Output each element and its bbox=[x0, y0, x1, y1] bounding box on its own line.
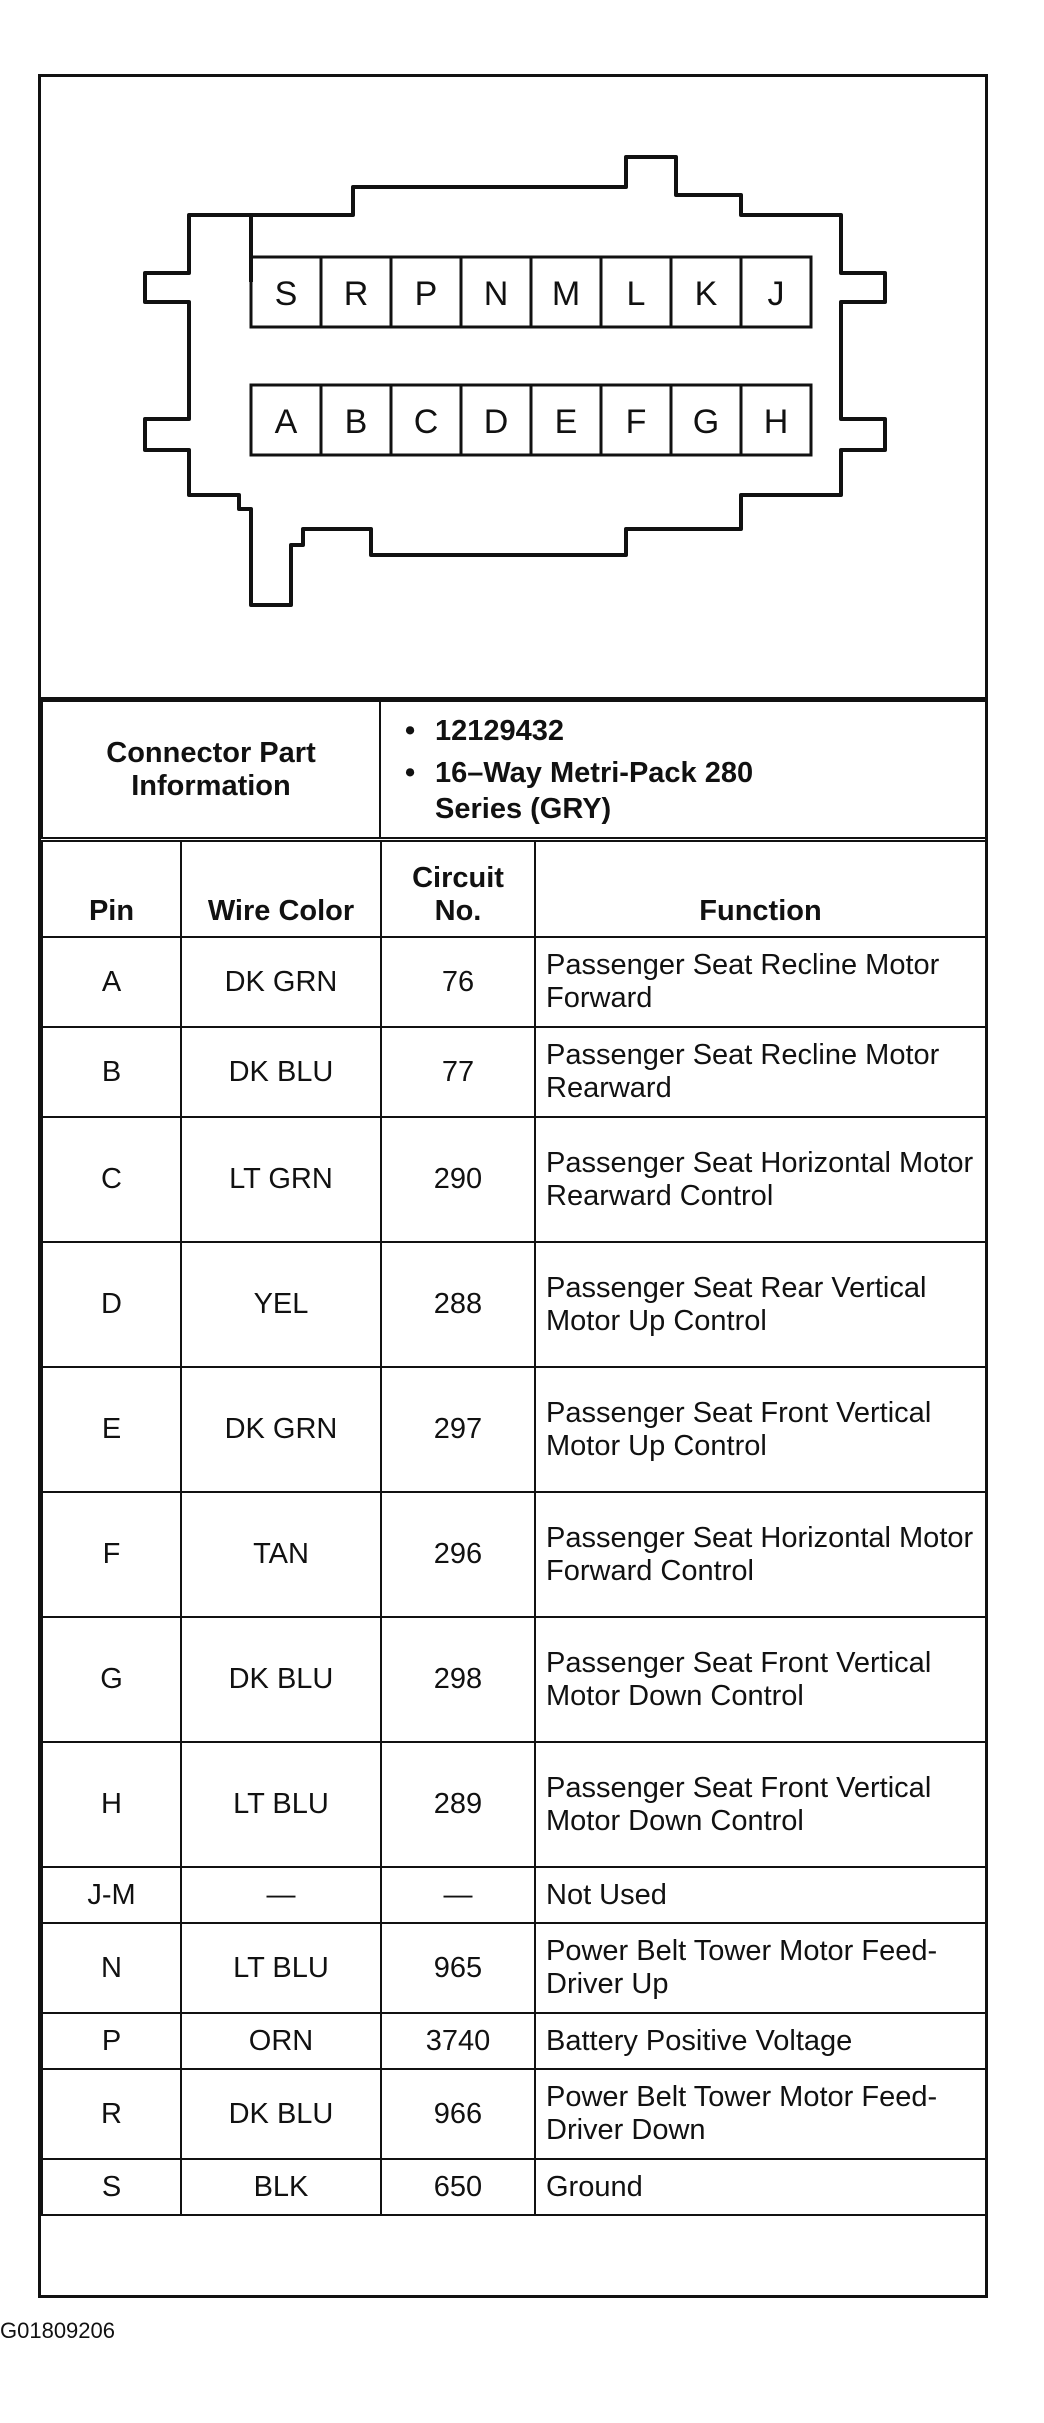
pin-cavity-label: R bbox=[343, 275, 369, 313]
pin-cavity-label: F bbox=[625, 403, 647, 441]
circuit-cell: 288 bbox=[381, 1242, 535, 1367]
function-cell: Passenger Seat Front Vertical Motor Down Control bbox=[535, 1742, 986, 1867]
table-row bbox=[42, 1867, 986, 1923]
header-circuit-no: Circuit No. bbox=[381, 841, 535, 937]
pin-cell: N bbox=[42, 1923, 181, 2013]
pin-cavity-label: L bbox=[626, 275, 646, 313]
circuit-cell: — bbox=[381, 1867, 535, 1923]
pin-cell: E bbox=[42, 1367, 181, 1492]
header-function: Function bbox=[535, 841, 986, 937]
wire-color-cell: YEL bbox=[181, 1242, 381, 1367]
pinout-table bbox=[41, 840, 987, 2216]
pin-cavity-label: J bbox=[767, 275, 785, 313]
pin-cavity-label: P bbox=[414, 275, 438, 313]
bullet-icon: • bbox=[405, 714, 416, 747]
housing-outline bbox=[145, 157, 885, 605]
pin-cell: G bbox=[42, 1617, 181, 1742]
wire-color-cell: DK BLU bbox=[181, 1027, 381, 1117]
pin-cavity-label: M bbox=[551, 275, 581, 313]
function-cell: Power Belt Tower Motor Feed-Driver Up bbox=[535, 1923, 986, 2013]
function-cell: Not Used bbox=[535, 1867, 986, 1923]
circuit-cell: 289 bbox=[381, 1742, 535, 1867]
wire-color-cell: TAN bbox=[181, 1492, 381, 1617]
table-row bbox=[42, 2013, 986, 2069]
circuit-cell: 966 bbox=[381, 2069, 535, 2159]
table-row bbox=[42, 2069, 986, 2159]
wire-color-cell: DK BLU bbox=[181, 1617, 381, 1742]
connector-document bbox=[38, 74, 988, 2298]
table-row bbox=[42, 2159, 986, 2215]
circuit-cell: 3740 bbox=[381, 2013, 535, 2069]
pin-cell: B bbox=[42, 1027, 181, 1117]
wire-color-cell: ORN bbox=[181, 2013, 381, 2069]
table-row bbox=[42, 1617, 986, 1742]
wire-color-cell: LT BLU bbox=[181, 1923, 381, 2013]
function-cell: Passenger Seat Recline Motor Rearward bbox=[535, 1027, 986, 1117]
header-wire-color: Wire Color bbox=[181, 841, 381, 937]
pinout-rows bbox=[42, 937, 986, 2215]
pin-cavity-label: G bbox=[692, 403, 720, 441]
pin-cavity-label: C bbox=[413, 403, 439, 441]
circuit-cell: 296 bbox=[381, 1492, 535, 1617]
pin-cavity-label: E bbox=[554, 403, 578, 441]
wire-color-cell: LT BLU bbox=[181, 1742, 381, 1867]
pin-row-bottom bbox=[251, 385, 811, 455]
table-row bbox=[42, 937, 986, 1027]
header-pin: Pin bbox=[42, 841, 181, 937]
pin-cell: R bbox=[42, 2069, 181, 2159]
pin-cell: A bbox=[42, 937, 181, 1027]
pin-cavity-label: B bbox=[344, 403, 368, 441]
pin-cavity-label: H bbox=[763, 403, 789, 441]
pin-cell: J-M bbox=[42, 1867, 181, 1923]
wire-color-cell: BLK bbox=[181, 2159, 381, 2215]
function-cell: Power Belt Tower Motor Feed-Driver Down bbox=[535, 2069, 986, 2159]
connector-type: • 16–Way Metri-Pack 280 Series (GRY) bbox=[405, 756, 754, 825]
pin-cavity-label: D bbox=[483, 403, 509, 441]
part-info-table bbox=[41, 700, 987, 839]
function-cell: Ground bbox=[535, 2159, 986, 2215]
wire-color-cell: LT GRN bbox=[181, 1117, 381, 1242]
table-row bbox=[42, 1367, 986, 1492]
pin-cavity-label: N bbox=[483, 275, 509, 313]
table-row bbox=[42, 1242, 986, 1367]
pin-cell: S bbox=[42, 2159, 181, 2215]
table-row bbox=[42, 1923, 986, 2013]
wire-color-cell: DK GRN bbox=[181, 1367, 381, 1492]
figure-id: G01809206 bbox=[0, 2318, 115, 2343]
pin-cell: D bbox=[42, 1242, 181, 1367]
wire-color-cell: — bbox=[181, 1867, 381, 1923]
pin-cell: P bbox=[42, 2013, 181, 2069]
circuit-cell: 77 bbox=[381, 1027, 535, 1117]
table-row bbox=[42, 1117, 986, 1242]
table-row bbox=[42, 1492, 986, 1617]
circuit-cell: 76 bbox=[381, 937, 535, 1027]
pin-cavity-label: K bbox=[694, 275, 718, 313]
pin-row-top bbox=[251, 257, 811, 327]
circuit-cell: 965 bbox=[381, 1923, 535, 2013]
circuit-cell: 298 bbox=[381, 1617, 535, 1742]
circuit-cell: 297 bbox=[381, 1367, 535, 1492]
function-cell: Passenger Seat Front Vertical Motor Up Control bbox=[535, 1367, 986, 1492]
pin-cell: F bbox=[42, 1492, 181, 1617]
function-cell: Passenger Seat Front Vertical Motor Down Control bbox=[535, 1617, 986, 1742]
part-info-values bbox=[380, 701, 986, 838]
function-cell: Passenger Seat Recline Motor Forward bbox=[535, 937, 986, 1027]
pin-cavity-label: A bbox=[274, 403, 298, 441]
wire-color-cell: DK BLU bbox=[181, 2069, 381, 2159]
pin-cell: H bbox=[42, 1742, 181, 1867]
pin-cavity-label: S bbox=[274, 275, 298, 313]
circuit-cell: 290 bbox=[381, 1117, 535, 1242]
function-cell: Passenger Seat Rear Vertical Motor Up Control bbox=[535, 1242, 986, 1367]
connector-outline bbox=[41, 77, 985, 697]
part-number: • 12129432 bbox=[405, 714, 565, 747]
table-row bbox=[42, 1742, 986, 1867]
circuit-cell: 650 bbox=[381, 2159, 535, 2215]
function-cell: Passenger Seat Horizontal Motor Forward Control bbox=[535, 1492, 986, 1617]
bullet-icon: • bbox=[405, 756, 416, 789]
table-row bbox=[42, 1027, 986, 1117]
wire-color-cell: DK GRN bbox=[181, 937, 381, 1027]
connector-diagram bbox=[41, 77, 985, 700]
function-cell: Passenger Seat Horizontal Motor Rearward Control bbox=[535, 1117, 986, 1242]
function-cell: Battery Positive Voltage bbox=[535, 2013, 986, 2069]
part-info-label: Connector Part Information bbox=[42, 701, 380, 838]
pin-cell: C bbox=[42, 1117, 181, 1242]
